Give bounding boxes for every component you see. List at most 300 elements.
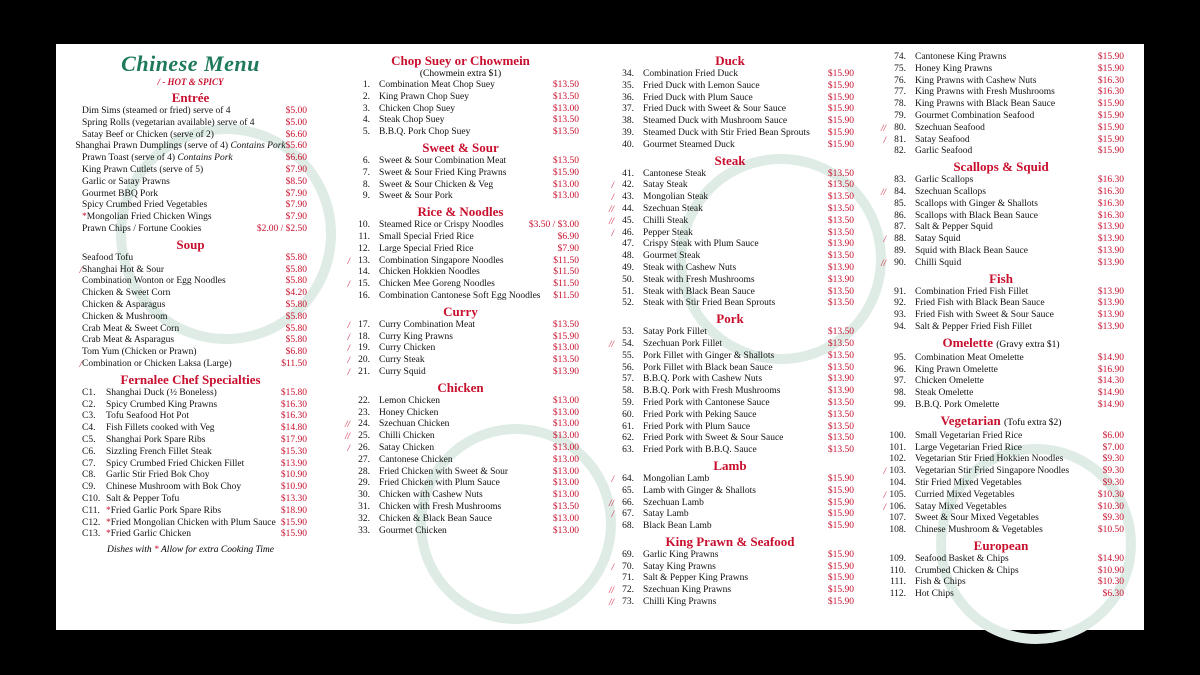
item-name [643,339,828,351]
item-name-text: Combination Wonton or Egg Noodles [82,276,226,287]
item-number: 6. [362,155,370,166]
item-name-text: Mongolian Fried Chicken Wings [86,212,212,223]
item-name [643,251,828,263]
item-name [379,455,553,467]
item-name [915,111,1098,123]
item-number: 27. [358,454,370,465]
item-name [915,577,1098,589]
chilli-marker: / [79,264,82,275]
menu-item [606,363,854,375]
item-price: $8.50 [285,176,307,187]
item-number: C6. [82,446,96,457]
item-number: 69. [622,549,634,560]
chilli-marker [606,239,614,251]
menu-item [878,376,1124,388]
item-name-text: Gourmet BBQ Pork [82,188,158,199]
item-price: $13.00 [552,419,579,430]
section-title-text: Soup [176,236,205,252]
item-number: 35. [622,80,634,91]
chilli-marker [74,518,82,530]
item-number: 67. [622,509,634,520]
item-name-text: Steak with Fresh Mushrooms [643,274,755,285]
item-name-text: King Prawns with Black Bean Sauce [915,99,1056,110]
item-name-text: Steak Chop Suey [379,115,445,126]
item-number: 77. [894,87,906,98]
item-name [915,234,1098,246]
item-number: 53. [622,327,634,338]
item-number: C12. [82,517,101,528]
chilli-marker [878,566,886,578]
item-price: $5.60 [285,141,307,152]
item-name [379,396,553,408]
menu-item [606,573,854,585]
section-title [74,237,307,253]
chilli-marker [342,104,350,116]
item-name [379,279,553,291]
menu-page [56,44,1144,630]
item-name-text: Salt & Pepper Fried Fish Fillet [915,321,1032,332]
item-name-text: Gourmet Chicken [379,525,447,536]
menu-item [74,130,307,142]
item-price: $13.90 [1097,310,1124,321]
menu-item [74,494,307,506]
section-title-text: Sweet & Sour [422,139,499,155]
menu-item [878,577,1124,589]
chilli-marker: / [347,255,350,266]
item-name [106,482,281,494]
item-name [379,220,529,232]
item-name [106,494,281,506]
menu-item [606,287,854,299]
chilli-marker [878,246,886,258]
item-number: 30. [358,490,370,501]
menu-item [878,554,1124,566]
section-title [74,90,307,106]
item-name [915,388,1098,400]
item-price: $13.90 [827,274,854,285]
item-number: 87. [894,222,906,233]
chilli-marker [878,222,886,234]
item-number: 85. [894,198,906,209]
chilli-marker [74,288,82,300]
item-name [379,92,553,104]
item-name-text: Garlic Seafood [915,146,973,157]
item-note: Contains Pork [230,141,286,152]
item-price: $15.90 [280,517,307,528]
menu-item [878,123,1124,135]
item-price: $13.50 [827,227,854,238]
item-price: $13.00 [552,466,579,477]
menu-item [878,111,1124,123]
item-name-text: Vegetarian Stir Fried Singapore Noodles [915,466,1070,477]
item-name-text: Gourmet Steamed Duck [643,139,735,150]
chilli-marker [878,199,886,211]
item-number: 97. [894,376,906,387]
item-name [643,351,828,363]
item-name [379,443,553,455]
chilli-marker [342,168,350,180]
chilli-marker [74,400,82,412]
item-name-text: Chilli Steak [643,215,689,226]
item-name [106,388,281,400]
item-name [82,335,286,347]
item-name-text: Crab Meat & Asparagus [82,335,175,346]
chilli-marker: / [611,561,614,572]
item-price: $15.90 [827,521,854,532]
item-name-text: Combination Singapore Noodles [379,255,504,266]
item-price: $13.50 [552,355,579,366]
chilli-marker [74,153,82,165]
chilli-marker [878,211,886,223]
item-number: 34. [622,69,634,79]
item-price: $13.50 [552,155,579,166]
item-price: $15.80 [280,387,307,398]
item-price: $16.30 [280,399,307,410]
item-name-text: Sizzling French Fillet Steak [106,446,212,457]
item-name-text: Prawn Chips / Fortune Cookies [82,223,202,234]
item-number: C8. [82,470,96,481]
item-name [915,525,1098,537]
item-number: 101. [889,442,906,453]
item-name-text: Garlic Stir Fried Bok Choy [106,470,210,481]
item-name [643,550,828,562]
item-price: $13.00 [552,454,579,465]
menu-item [878,175,1124,187]
item-name [379,256,553,268]
chilli-marker [878,554,886,566]
section-title [342,140,579,156]
chilli-marker [606,251,614,263]
chilli-marker [342,455,350,467]
item-number: 4. [362,115,370,126]
chilli-marker [878,99,886,111]
item-name-text: Szechuan Scallops [915,186,986,197]
item-name-text: Garlic Scallops [915,175,974,186]
chilli-marker: / [883,501,886,512]
menu-item [878,199,1124,211]
item-number: 17. [358,319,370,330]
section-title [878,538,1124,554]
menu-item [878,502,1124,514]
item-number: 28. [358,466,370,477]
item-price: $10.90 [280,470,307,481]
item-name-text: Lamb with Ginger & Shallots [643,485,756,496]
item-name [82,265,286,277]
item-price: $15.90 [827,549,854,560]
menu-item [606,445,854,457]
menu-item [878,388,1124,400]
menu-item [74,347,307,359]
item-price: $5.80 [285,264,307,275]
item-number: C10. [82,493,101,504]
item-number: 7. [362,167,370,178]
menu-item [606,374,854,386]
item-price: $13.90 [280,458,307,469]
item-name-text: Chicken & Mushroom [82,311,168,322]
section-title-text: Omelette [942,334,993,350]
item-number: 99. [894,399,906,410]
item-number: C5. [82,434,96,445]
menu-item [606,433,854,445]
item-price: $15.90 [827,92,854,103]
item-name [915,554,1098,566]
menu-item [606,474,854,486]
item-price: $15.90 [827,80,854,91]
item-number: 46. [622,227,634,238]
item-name [379,115,553,127]
item-number: C11. [82,505,100,516]
item-number: 74. [894,52,906,62]
section-title [606,458,854,474]
item-number: 100. [889,430,906,441]
chilli-marker [878,310,886,322]
item-name-text: Satay Beef or Chicken (serve of 2) [82,129,214,140]
item-name-text: Steak Omelette [915,388,974,399]
item-number: 71. [622,573,634,584]
item-name-text: Dim Sims (steamed or fried) serve of 4 [82,106,231,116]
item-name [915,175,1098,187]
item-name [643,81,828,93]
item-name-text: Large Vegetarian Fried Rice [915,442,1023,453]
item-name-text: Shanghai Duck (½ Boneless) [106,387,217,398]
chilli-marker [606,422,614,434]
menu-item [606,216,854,228]
chilli-marker [878,52,886,64]
section-title [342,53,579,69]
item-price: $5.80 [285,252,307,263]
item-price: $13.00 [552,431,579,442]
item-name [643,204,828,216]
item-name [643,104,828,116]
item-name [915,99,1098,111]
item-price: $7.00 [1102,442,1124,453]
item-name-text: Seafood Tofu [82,252,134,263]
chilli-marker [342,490,350,502]
item-price: $16.30 [1097,198,1124,209]
menu-item [342,256,579,268]
item-number: 38. [622,116,634,127]
section-title-text: Chicken [437,379,484,395]
item-name [379,232,558,244]
item-name-text: Sweet & Sour Mixed Vegetables [915,513,1039,524]
chilli-marker [606,433,614,445]
item-name [82,165,286,177]
item-price: $13.00 [552,407,579,418]
menu-item [606,550,854,562]
section-title [342,204,579,220]
menu-item [606,386,854,398]
menu-item [606,339,854,351]
menu-item [342,514,579,526]
chilli-marker [74,130,82,142]
item-number: 76. [894,75,906,86]
menu-item [342,490,579,502]
item-name [82,359,281,371]
chilli-marker [342,180,350,192]
item-name [915,478,1103,490]
column-3 [606,52,854,609]
menu-title: Chinese Menu [121,51,260,76]
chilli-marker [606,521,614,533]
item-price: $5.00 [285,106,307,116]
menu-item [606,597,854,609]
item-name-text: Curry Chicken [379,343,436,354]
item-price: $13.50 [827,421,854,432]
menu-item [878,589,1124,601]
item-name-text: Fried Pork with Sweet & Sour Sauce [643,433,784,444]
chilli-marker: / [883,489,886,500]
item-price: $15.90 [827,561,854,572]
menu-item [606,128,854,140]
menu-item [74,224,307,236]
item-price: $15.90 [552,331,579,342]
item-price: $13.50 [552,91,579,102]
item-name [915,490,1098,502]
item-name [915,589,1103,601]
menu-item [74,106,307,118]
item-price: $13.00 [552,103,579,114]
item-price: $16.30 [1097,87,1124,98]
item-name-text: Satay Squid [915,234,961,245]
chilli-marker [606,93,614,105]
chilli-marker [606,398,614,410]
menu-item [606,327,854,339]
item-name [379,168,553,180]
menu-item [342,180,579,192]
item-price: $6.60 [285,153,307,164]
item-number: 42. [622,180,634,191]
item-number: 37. [622,104,634,115]
chilli-marker [74,411,82,423]
item-name [915,52,1098,64]
item-name [379,180,553,192]
item-name [915,298,1098,310]
menu-item [878,222,1124,234]
menu-item [878,135,1124,147]
item-name [82,324,286,336]
menu-item [342,367,579,379]
item-name-text: Fish & Chips [915,577,966,588]
item-name [379,408,553,420]
chilli-marker [74,482,82,494]
extra-time-star: * [82,212,87,223]
chilli-marker [606,573,614,585]
item-number: 48. [622,251,634,262]
item-price: $6.80 [285,347,307,358]
item-number: 96. [894,364,906,375]
item-price: $13.00 [552,478,579,489]
menu-item [606,486,854,498]
item-number: 110. [889,565,906,576]
chilli-marker: / [611,473,614,484]
item-price: $13.50 [827,251,854,262]
menu-item [878,400,1124,412]
item-name-text: Scallops with Ginger & Shallots [915,198,1038,209]
item-price: $6.90 [557,231,579,242]
chilli-marker [74,118,82,130]
item-price: $5.00 [285,117,307,128]
item-name-text: Small Special Fried Rice [379,231,474,242]
item-name-text: Stir Fried Mixed Vegetables [915,477,1022,488]
menu-item [342,156,579,168]
item-price: $7.90 [285,164,307,175]
item-price: $15.90 [827,573,854,584]
item-name [82,130,286,142]
item-name-text: Salt & Pepper Tofu [106,493,180,504]
item-price: $13.90 [827,386,854,397]
chilli-marker: / [347,279,350,290]
item-price: $13.50 [552,127,579,138]
item-name [915,353,1098,365]
extra-time-star: * [154,545,159,556]
item-price: $9.30 [1102,466,1124,477]
chilli-marker [878,298,886,310]
item-name-text: Fried Pork with Plum Sauce [643,421,751,432]
section-title-text: European [973,537,1029,553]
item-name [643,374,828,386]
section-title [342,304,579,320]
item-name [915,287,1098,299]
item-number: C4. [82,423,96,434]
menu-item [342,244,579,256]
menu-item [606,351,854,363]
item-name [915,454,1103,466]
menu-item [342,291,579,303]
item-number: 73. [622,597,634,608]
item-name-text: Combination or Chicken Laksa (Large) [82,358,232,369]
item-name [915,310,1098,322]
chilli-marker [878,376,886,388]
item-price: $2.00 / $2.50 [256,223,307,234]
item-number: 65. [622,485,634,496]
section-title [74,372,307,388]
item-name [643,562,828,574]
section-title-text: Lamb [713,457,747,473]
item-name [106,529,281,541]
item-name-text: Chicken & Sweet Corn [82,288,171,299]
item-price: $13.50 [827,445,854,456]
menu-item [342,502,579,514]
chilli-marker [606,374,614,386]
item-name-text: Szechuan Steak [643,203,703,214]
chilli-marker [878,64,886,76]
menu-item [878,478,1124,490]
menu-item [878,146,1124,158]
item-price: $13.90 [827,374,854,385]
menu-item [74,141,307,153]
item-name-text: Honey Chicken [379,407,439,418]
item-price: $16.30 [1097,210,1124,221]
item-name [82,347,286,359]
menu-item [342,115,579,127]
chilli-marker [342,502,350,514]
menu-item [74,200,307,212]
item-number: 20. [358,355,370,366]
item-name-text: Pepper Steak [643,227,693,238]
menu-item [878,246,1124,258]
chilli-marker [74,253,82,265]
item-name [643,169,828,181]
extra-time-star: * [106,505,111,516]
item-number: 50. [622,274,634,285]
item-price: $15.90 [280,529,307,540]
item-name-text: Scallops with Black Bean Sauce [915,210,1038,221]
item-name [106,518,281,530]
chilli-marker: / [347,331,350,342]
menu-item [342,526,579,538]
menu-item [878,187,1124,199]
item-price: $7.90 [285,188,307,199]
